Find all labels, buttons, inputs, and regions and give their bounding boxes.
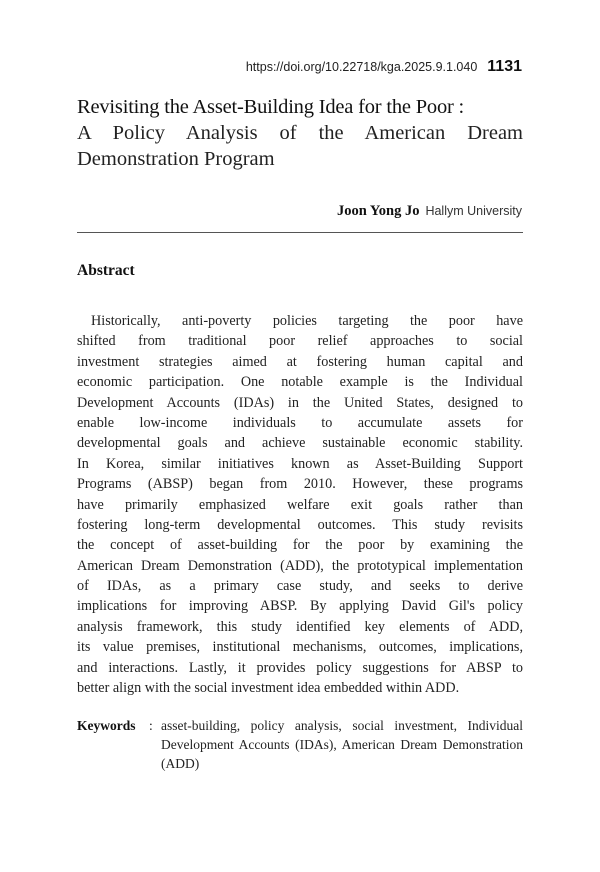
- abstract-line: Development Accounts (IDAs) in the United States, designed to: [77, 394, 523, 411]
- abstract-line: economic participation. One notable example is the Individual: [77, 374, 523, 391]
- abstract-line: enable low-income individuals to accumulate assets for: [77, 414, 523, 431]
- abstract-line: and interactions. Lastly, it provides policy suggestions for ABSP to: [77, 659, 523, 676]
- abstract-line: of IDAs, as a primary case study, and seeks to derive: [77, 578, 523, 595]
- doi-link[interactable]: https://doi.org/10.22718/kga.2025.9.1.040: [245, 60, 478, 74]
- abstract-line: Programs (ABSP) began from 2010. However, these programs: [77, 476, 523, 493]
- abstract-line: fostering long-term developmental outcomes. This study revisits: [77, 516, 523, 533]
- keywords-label: Keywords: [77, 718, 136, 733]
- keywords-list: [161, 716, 523, 773]
- abstract-line: analysis framework, this study identified key elements of ADD,: [77, 618, 523, 635]
- paper-title: [77, 94, 523, 172]
- running-header: [246, 58, 522, 76]
- title-line-1: Revisiting the Asset-Building Idea for the Poor :: [77, 96, 465, 118]
- author-line: [337, 203, 522, 220]
- keywords-line: Development Accounts (IDAs), American Dream Demonstration: [161, 737, 523, 752]
- abstract-line: better align with the social investment idea embedded within ADD.: [77, 680, 460, 697]
- keywords-separator: :: [149, 718, 153, 733]
- abstract-line: Historically, anti-poverty policies targeting the poor have: [91, 313, 523, 329]
- author-name: Joon Yong Jo: [336, 203, 420, 219]
- author-affiliation: Hallym University: [425, 204, 522, 218]
- keywords-section: [77, 716, 523, 773]
- title-line-2: A Policy Analysis of the American Dream: [77, 122, 523, 144]
- abstract-heading: Abstract: [77, 262, 135, 279]
- abstract-line: its value premises, institutional mechanisms, outcomes, implications,: [77, 639, 523, 656]
- abstract-line: have primarily emphasized welfare exit goals rather than: [77, 496, 523, 513]
- abstract-line: developmental goals and achieve sustainable economic stability.: [77, 435, 523, 452]
- title-line-3: Demonstration Program: [77, 148, 275, 170]
- keywords-line: (ADD): [161, 756, 200, 771]
- abstract-line: implications for improving ABSP. By applying David Gil's policy: [77, 598, 523, 615]
- keywords-line: asset-building, policy analysis, social investment, Individual: [161, 718, 523, 733]
- page-number: 1131: [487, 58, 522, 75]
- abstract-line: the concept of asset-building for the poor by examining the: [77, 537, 523, 554]
- abstract-line: American Dream Demonstration (ADD), the prototypical implementation: [77, 557, 523, 574]
- abstract-body: [77, 311, 523, 698]
- abstract-line: In Korea, similar initiatives known as Asset-Building Support: [77, 455, 523, 472]
- abstract-line: shifted from traditional poor relief approaches to social: [77, 333, 523, 350]
- abstract-line: investment strategies aimed at fostering human capital and: [77, 353, 523, 370]
- title-divider: [77, 232, 523, 233]
